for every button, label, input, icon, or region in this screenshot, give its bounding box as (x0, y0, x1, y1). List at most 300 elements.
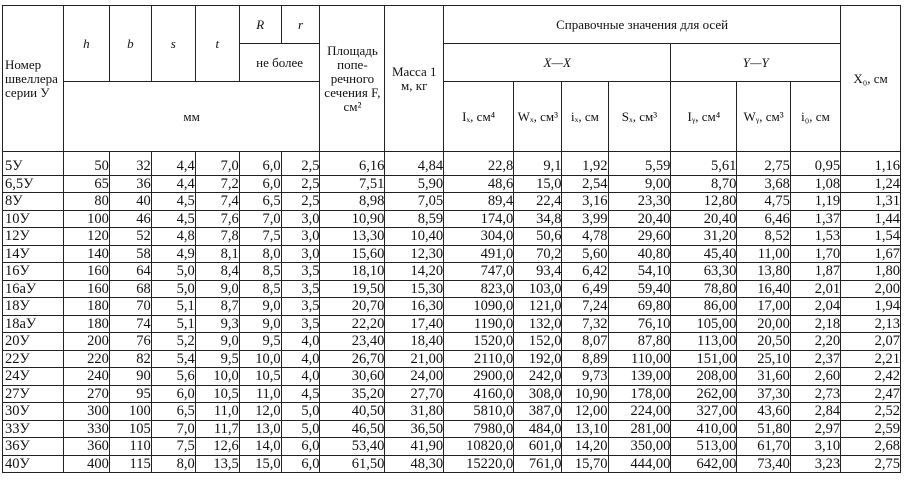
table-cell: 11,0 (239, 385, 281, 403)
table-cell: 70,2 (514, 245, 562, 263)
table-cell: 7,24 (562, 298, 608, 316)
table-cell: 10,0 (195, 368, 239, 386)
table-cell: 32 (109, 152, 151, 176)
table-cell: 9,73 (562, 368, 608, 386)
table-cell: 2,73 (790, 385, 840, 403)
table-cell: 208,00 (671, 368, 737, 386)
table-cell: 1520,0 (444, 333, 514, 351)
table-cell: 59,40 (608, 280, 671, 298)
table-cell: 5,61 (671, 152, 737, 176)
table-cell: 5,0 (281, 403, 320, 421)
table-cell: 330 (63, 420, 109, 438)
row-label: 5У (3, 152, 64, 176)
table-cell: 5,60 (562, 245, 608, 263)
table-cell: 2,42 (841, 368, 901, 386)
table-cell: 262,00 (671, 385, 737, 403)
row-label: 6,5У (3, 175, 64, 193)
table-cell: 5,59 (608, 152, 671, 176)
header-ix: iₓ, см (562, 82, 608, 152)
table-cell: 8,98 (320, 193, 385, 211)
header-ne-bolee: не более (239, 44, 320, 82)
table-cell: 8,5 (239, 263, 281, 281)
table-cell: 300 (63, 403, 109, 421)
table-cell: 180 (63, 315, 109, 333)
table-cell: 68 (109, 280, 151, 298)
table-cell: 113,00 (671, 333, 737, 351)
table-cell: 18,10 (320, 263, 385, 281)
table-cell: 40 (109, 193, 151, 211)
table-cell: 2,97 (790, 420, 840, 438)
table-cell: 7,5 (239, 228, 281, 246)
table-header (3, 6, 901, 152)
table-cell: 8,7 (195, 298, 239, 316)
table-cell: 2,07 (841, 333, 901, 351)
table-cell: 121,0 (514, 298, 562, 316)
table-cell: 69,80 (608, 298, 671, 316)
table-cell: 13,10 (562, 420, 608, 438)
table-cell: 3,5 (281, 280, 320, 298)
table-row (3, 438, 901, 456)
table-cell: 15,30 (385, 280, 444, 298)
table-cell: 3,16 (562, 193, 608, 211)
table-row (3, 280, 901, 298)
table-cell: 105 (109, 420, 151, 438)
table-cell: 400 (63, 455, 109, 473)
table-cell: 160 (63, 263, 109, 281)
table-cell: 35,20 (320, 385, 385, 403)
table-cell: 132,0 (514, 315, 562, 333)
table-cell: 61,70 (737, 438, 790, 456)
table-cell: 2,5 (281, 193, 320, 211)
table-cell: 31,60 (737, 368, 790, 386)
table-cell: 1,08 (790, 175, 840, 193)
table-cell: 9,00 (608, 175, 671, 193)
table-row (3, 298, 901, 316)
table-cell: 74 (109, 315, 151, 333)
table-cell: 8,5 (239, 280, 281, 298)
table-cell: 30,60 (320, 368, 385, 386)
table-row (3, 368, 901, 386)
table-cell: 1,54 (841, 228, 901, 246)
row-label: 40У (3, 455, 64, 473)
header-x0: X₀, см (841, 6, 901, 152)
table-cell: 5,90 (385, 175, 444, 193)
table-cell: 37,30 (737, 385, 790, 403)
table-cell: 34,8 (514, 210, 562, 228)
table-row (3, 228, 901, 246)
table-cell: 16,40 (737, 280, 790, 298)
header-spravochnye: Справочные значения для осей (444, 6, 841, 44)
table-cell: 747,0 (444, 263, 514, 281)
header-R: R (239, 6, 281, 44)
table-cell: 304,0 (444, 228, 514, 246)
table-cell: 18,40 (385, 333, 444, 351)
header-Sx: Sₓ, см³ (608, 82, 671, 152)
table-cell: 15,0 (514, 175, 562, 193)
table-cell: 10,90 (562, 385, 608, 403)
table-cell: 7,32 (562, 315, 608, 333)
table-cell: 7,5 (151, 438, 195, 456)
header-Wx: Wₓ, см³ (514, 82, 562, 152)
table-cell: 823,0 (444, 280, 514, 298)
table-cell: 50 (63, 152, 109, 176)
table-cell: 5,1 (151, 315, 195, 333)
table-cell: 2,52 (841, 403, 901, 421)
table-cell: 63,30 (671, 263, 737, 281)
table-cell: 24,00 (385, 368, 444, 386)
table-cell: 1,80 (841, 263, 901, 281)
table-cell: 160 (63, 280, 109, 298)
table-cell: 4,4 (151, 175, 195, 193)
table-cell: 360 (63, 438, 109, 456)
table-cell: 52 (109, 228, 151, 246)
table-cell: 5,1 (151, 298, 195, 316)
table-cell: 6,49 (562, 280, 608, 298)
table-cell: 9,0 (239, 315, 281, 333)
table-cell: 2,54 (562, 175, 608, 193)
table-cell: 174,0 (444, 210, 514, 228)
table-cell: 22,20 (320, 315, 385, 333)
table-cell: 6,0 (281, 455, 320, 473)
table-cell: 10,5 (195, 385, 239, 403)
table-cell: 12,00 (562, 403, 608, 421)
table-cell: 20,70 (320, 298, 385, 316)
table-cell: 2,37 (790, 350, 840, 368)
table-cell: 53,40 (320, 438, 385, 456)
table-cell: 1,87 (790, 263, 840, 281)
table-cell: 16,30 (385, 298, 444, 316)
table-cell: 26,70 (320, 350, 385, 368)
table-cell: 76 (109, 333, 151, 351)
table-cell: 2,5 (281, 175, 320, 193)
table-cell: 0,95 (790, 152, 840, 176)
table-cell: 139,00 (608, 368, 671, 386)
table-cell: 1,31 (841, 193, 901, 211)
table-row (3, 403, 901, 421)
table-cell: 9,1 (514, 152, 562, 176)
table-cell: 8,4 (195, 263, 239, 281)
table-cell: 4,9 (151, 245, 195, 263)
table-cell: 31,80 (385, 403, 444, 421)
table-cell: 308,0 (514, 385, 562, 403)
table-cell: 45,40 (671, 245, 737, 263)
table-cell: 120 (63, 228, 109, 246)
table-cell: 242,0 (514, 368, 562, 386)
table-cell: 6,0 (239, 175, 281, 193)
header-Iy: Iᵧ, см⁴ (671, 82, 737, 152)
table-cell: 152,0 (514, 333, 562, 351)
table-cell: 7980,0 (444, 420, 514, 438)
table-cell: 54,10 (608, 263, 671, 281)
table-cell: 100 (63, 210, 109, 228)
row-label: 27У (3, 385, 64, 403)
table-cell: 12,0 (239, 403, 281, 421)
table-cell: 36 (109, 175, 151, 193)
table-cell: 48,30 (385, 455, 444, 473)
table-cell: 1,94 (841, 298, 901, 316)
table-cell: 12,80 (671, 193, 737, 211)
table-cell: 2,59 (841, 420, 901, 438)
table-cell: 1,67 (841, 245, 901, 263)
table-cell: 8,0 (151, 455, 195, 473)
table-cell: 4,5 (281, 385, 320, 403)
table-cell: 4,5 (151, 193, 195, 211)
table-cell: 6,5 (239, 193, 281, 211)
table-cell: 2,01 (790, 280, 840, 298)
table-cell: 4,8 (151, 228, 195, 246)
table-cell: 73,40 (737, 455, 790, 473)
table-cell: 2,04 (790, 298, 840, 316)
table-cell: 10820,0 (444, 438, 514, 456)
header-axis-yy: Y—Y (671, 44, 841, 82)
table-cell: 23,30 (608, 193, 671, 211)
table-row (3, 193, 901, 211)
table-cell: 6,0 (239, 152, 281, 176)
table-cell: 9,0 (239, 298, 281, 316)
table-cell: 1,92 (562, 152, 608, 176)
table-cell: 87,80 (608, 333, 671, 351)
row-label: 33У (3, 420, 64, 438)
table-cell: 3,5 (281, 315, 320, 333)
table-cell: 21,00 (385, 350, 444, 368)
table-cell: 178,00 (608, 385, 671, 403)
table-cell: 4,5 (151, 210, 195, 228)
table-cell: 761,0 (514, 455, 562, 473)
table-wrapper (2, 5, 901, 473)
header-mm: мм (63, 82, 320, 152)
header-nomer: Номер швеллера серии У (3, 6, 64, 152)
table-cell: 46 (109, 210, 151, 228)
table-cell: 7,4 (195, 193, 239, 211)
table-row (3, 152, 901, 176)
table-cell: 8,89 (562, 350, 608, 368)
table-cell: 5,0 (281, 420, 320, 438)
table-cell: 13,30 (320, 228, 385, 246)
table-cell: 2,75 (737, 152, 790, 176)
header-Ix: Iₓ, см⁴ (444, 82, 514, 152)
header-b: b (109, 6, 151, 82)
table-cell: 51,80 (737, 420, 790, 438)
table-cell: 27,70 (385, 385, 444, 403)
table-cell: 43,60 (737, 403, 790, 421)
header-ploshad: Площадь поперечного сечения F, см² (320, 6, 385, 152)
table-cell: 140 (63, 245, 109, 263)
table-cell: 2,60 (790, 368, 840, 386)
table-row (3, 333, 901, 351)
table-cell: 3,0 (281, 228, 320, 246)
table-cell: 2,5 (281, 152, 320, 176)
table-cell: 5,6 (151, 368, 195, 386)
table-cell: 58 (109, 245, 151, 263)
table-cell: 5,0 (151, 280, 195, 298)
table-cell: 2,68 (841, 438, 901, 456)
table-cell: 387,0 (514, 403, 562, 421)
table-cell: 76,10 (608, 315, 671, 333)
row-label: 18аУ (3, 315, 64, 333)
table-cell: 100 (109, 403, 151, 421)
table-cell: 65 (63, 175, 109, 193)
header-t: t (195, 6, 239, 82)
header-s: s (151, 6, 195, 82)
table-cell: 13,80 (737, 263, 790, 281)
table-cell: 7,05 (385, 193, 444, 211)
table-cell: 36,50 (385, 420, 444, 438)
table-cell: 1,37 (790, 210, 840, 228)
table-cell: 78,80 (671, 280, 737, 298)
table-body (3, 152, 901, 473)
table-row (3, 245, 901, 263)
table-cell: 4,84 (385, 152, 444, 176)
table-cell: 95 (109, 385, 151, 403)
table-cell: 3,5 (281, 263, 320, 281)
table-cell: 1,53 (790, 228, 840, 246)
header-r: r (281, 6, 320, 44)
table-row (3, 350, 901, 368)
table-cell: 410,00 (671, 420, 737, 438)
table-cell: 5,2 (151, 333, 195, 351)
table-cell: 3,23 (790, 455, 840, 473)
table-cell: 3,99 (562, 210, 608, 228)
table-cell: 151,00 (671, 350, 737, 368)
table-cell: 11,00 (737, 245, 790, 263)
header-Wy: Wᵧ, см³ (737, 82, 790, 152)
row-label: 22У (3, 350, 64, 368)
table-cell: 2,21 (841, 350, 901, 368)
table-cell: 89,4 (444, 193, 514, 211)
row-label: 20У (3, 333, 64, 351)
table-cell: 14,0 (239, 438, 281, 456)
table-cell: 9,5 (239, 333, 281, 351)
table-cell: 93,4 (514, 263, 562, 281)
row-label: 30У (3, 403, 64, 421)
table-cell: 20,40 (671, 210, 737, 228)
table-cell: 61,50 (320, 455, 385, 473)
table-cell: 1,24 (841, 175, 901, 193)
table-cell: 2,84 (790, 403, 840, 421)
table-cell: 7,2 (195, 175, 239, 193)
table-cell: 4,0 (281, 333, 320, 351)
table-cell: 240 (63, 368, 109, 386)
channel-spec-table (2, 5, 901, 473)
table-cell: 2900,0 (444, 368, 514, 386)
table-cell: 7,8 (195, 228, 239, 246)
table-cell: 50,6 (514, 228, 562, 246)
table-cell: 70 (109, 298, 151, 316)
table-cell: 2,18 (790, 315, 840, 333)
table-cell: 180 (63, 298, 109, 316)
table-cell: 86,00 (671, 298, 737, 316)
table-cell: 22,8 (444, 152, 514, 176)
table-cell: 90 (109, 368, 151, 386)
row-label: 36У (3, 438, 64, 456)
table-row (3, 210, 901, 228)
row-label: 14У (3, 245, 64, 263)
table-cell: 48,6 (444, 175, 514, 193)
table-cell: 4,4 (151, 152, 195, 176)
table-cell: 29,60 (608, 228, 671, 246)
table-cell: 20,40 (608, 210, 671, 228)
table-cell: 2,20 (790, 333, 840, 351)
table-cell: 3,0 (281, 210, 320, 228)
table-cell: 224,00 (608, 403, 671, 421)
table-cell: 4,78 (562, 228, 608, 246)
table-cell: 103,0 (514, 280, 562, 298)
table-cell: 2,47 (841, 385, 901, 403)
table-cell: 3,10 (790, 438, 840, 456)
table-cell: 4,0 (281, 350, 320, 368)
row-label: 18У (3, 298, 64, 316)
table-cell: 10,0 (239, 350, 281, 368)
table-cell: 8,07 (562, 333, 608, 351)
table-cell: 20,00 (737, 315, 790, 333)
table-cell: 5,4 (151, 350, 195, 368)
table-cell: 2,13 (841, 315, 901, 333)
table-cell: 4,75 (737, 193, 790, 211)
table-cell: 7,0 (239, 210, 281, 228)
table-row (3, 263, 901, 281)
table-cell: 3,68 (737, 175, 790, 193)
header-axis-xx: X—X (444, 44, 671, 82)
table-cell: 8,0 (239, 245, 281, 263)
table-cell: 12,30 (385, 245, 444, 263)
table-cell: 7,0 (195, 152, 239, 176)
table-cell: 31,20 (671, 228, 737, 246)
header-massa: Масса 1 м, кг (385, 6, 444, 152)
header-h: h (63, 6, 109, 82)
table-cell: 20,50 (737, 333, 790, 351)
table-cell: 6,0 (281, 438, 320, 456)
table-cell: 10,5 (239, 368, 281, 386)
table-cell: 1,19 (790, 193, 840, 211)
table-cell: 23,40 (320, 333, 385, 351)
table-cell: 11,0 (195, 403, 239, 421)
row-label: 16У (3, 263, 64, 281)
table-cell: 484,0 (514, 420, 562, 438)
table-cell: 7,0 (151, 420, 195, 438)
table-cell: 6,42 (562, 263, 608, 281)
table-cell: 8,52 (737, 228, 790, 246)
table-cell: 9,3 (195, 315, 239, 333)
table-cell: 8,70 (671, 175, 737, 193)
table-cell: 7,6 (195, 210, 239, 228)
table-cell: 17,00 (737, 298, 790, 316)
table-cell: 601,0 (514, 438, 562, 456)
table-cell: 15220,0 (444, 455, 514, 473)
table-cell: 6,5 (151, 403, 195, 421)
table-cell: 110 (109, 438, 151, 456)
table-cell: 1190,0 (444, 315, 514, 333)
table-cell: 491,0 (444, 245, 514, 263)
table-cell: 17,40 (385, 315, 444, 333)
table-cell: 13,0 (239, 420, 281, 438)
table-cell: 15,60 (320, 245, 385, 263)
table-cell: 1,16 (841, 152, 901, 176)
table-cell: 220 (63, 350, 109, 368)
table-cell: 9,0 (195, 280, 239, 298)
table-cell: 4160,0 (444, 385, 514, 403)
table-cell: 327,00 (671, 403, 737, 421)
table-cell: 40,80 (608, 245, 671, 263)
table-row (3, 455, 901, 473)
table-cell: 64 (109, 263, 151, 281)
table-cell: 350,00 (608, 438, 671, 456)
table-cell: 10,40 (385, 228, 444, 246)
table-cell: 281,00 (608, 420, 671, 438)
table-cell: 192,0 (514, 350, 562, 368)
table-cell: 1090,0 (444, 298, 514, 316)
table-cell: 1,44 (841, 210, 901, 228)
table-cell: 5,0 (151, 263, 195, 281)
